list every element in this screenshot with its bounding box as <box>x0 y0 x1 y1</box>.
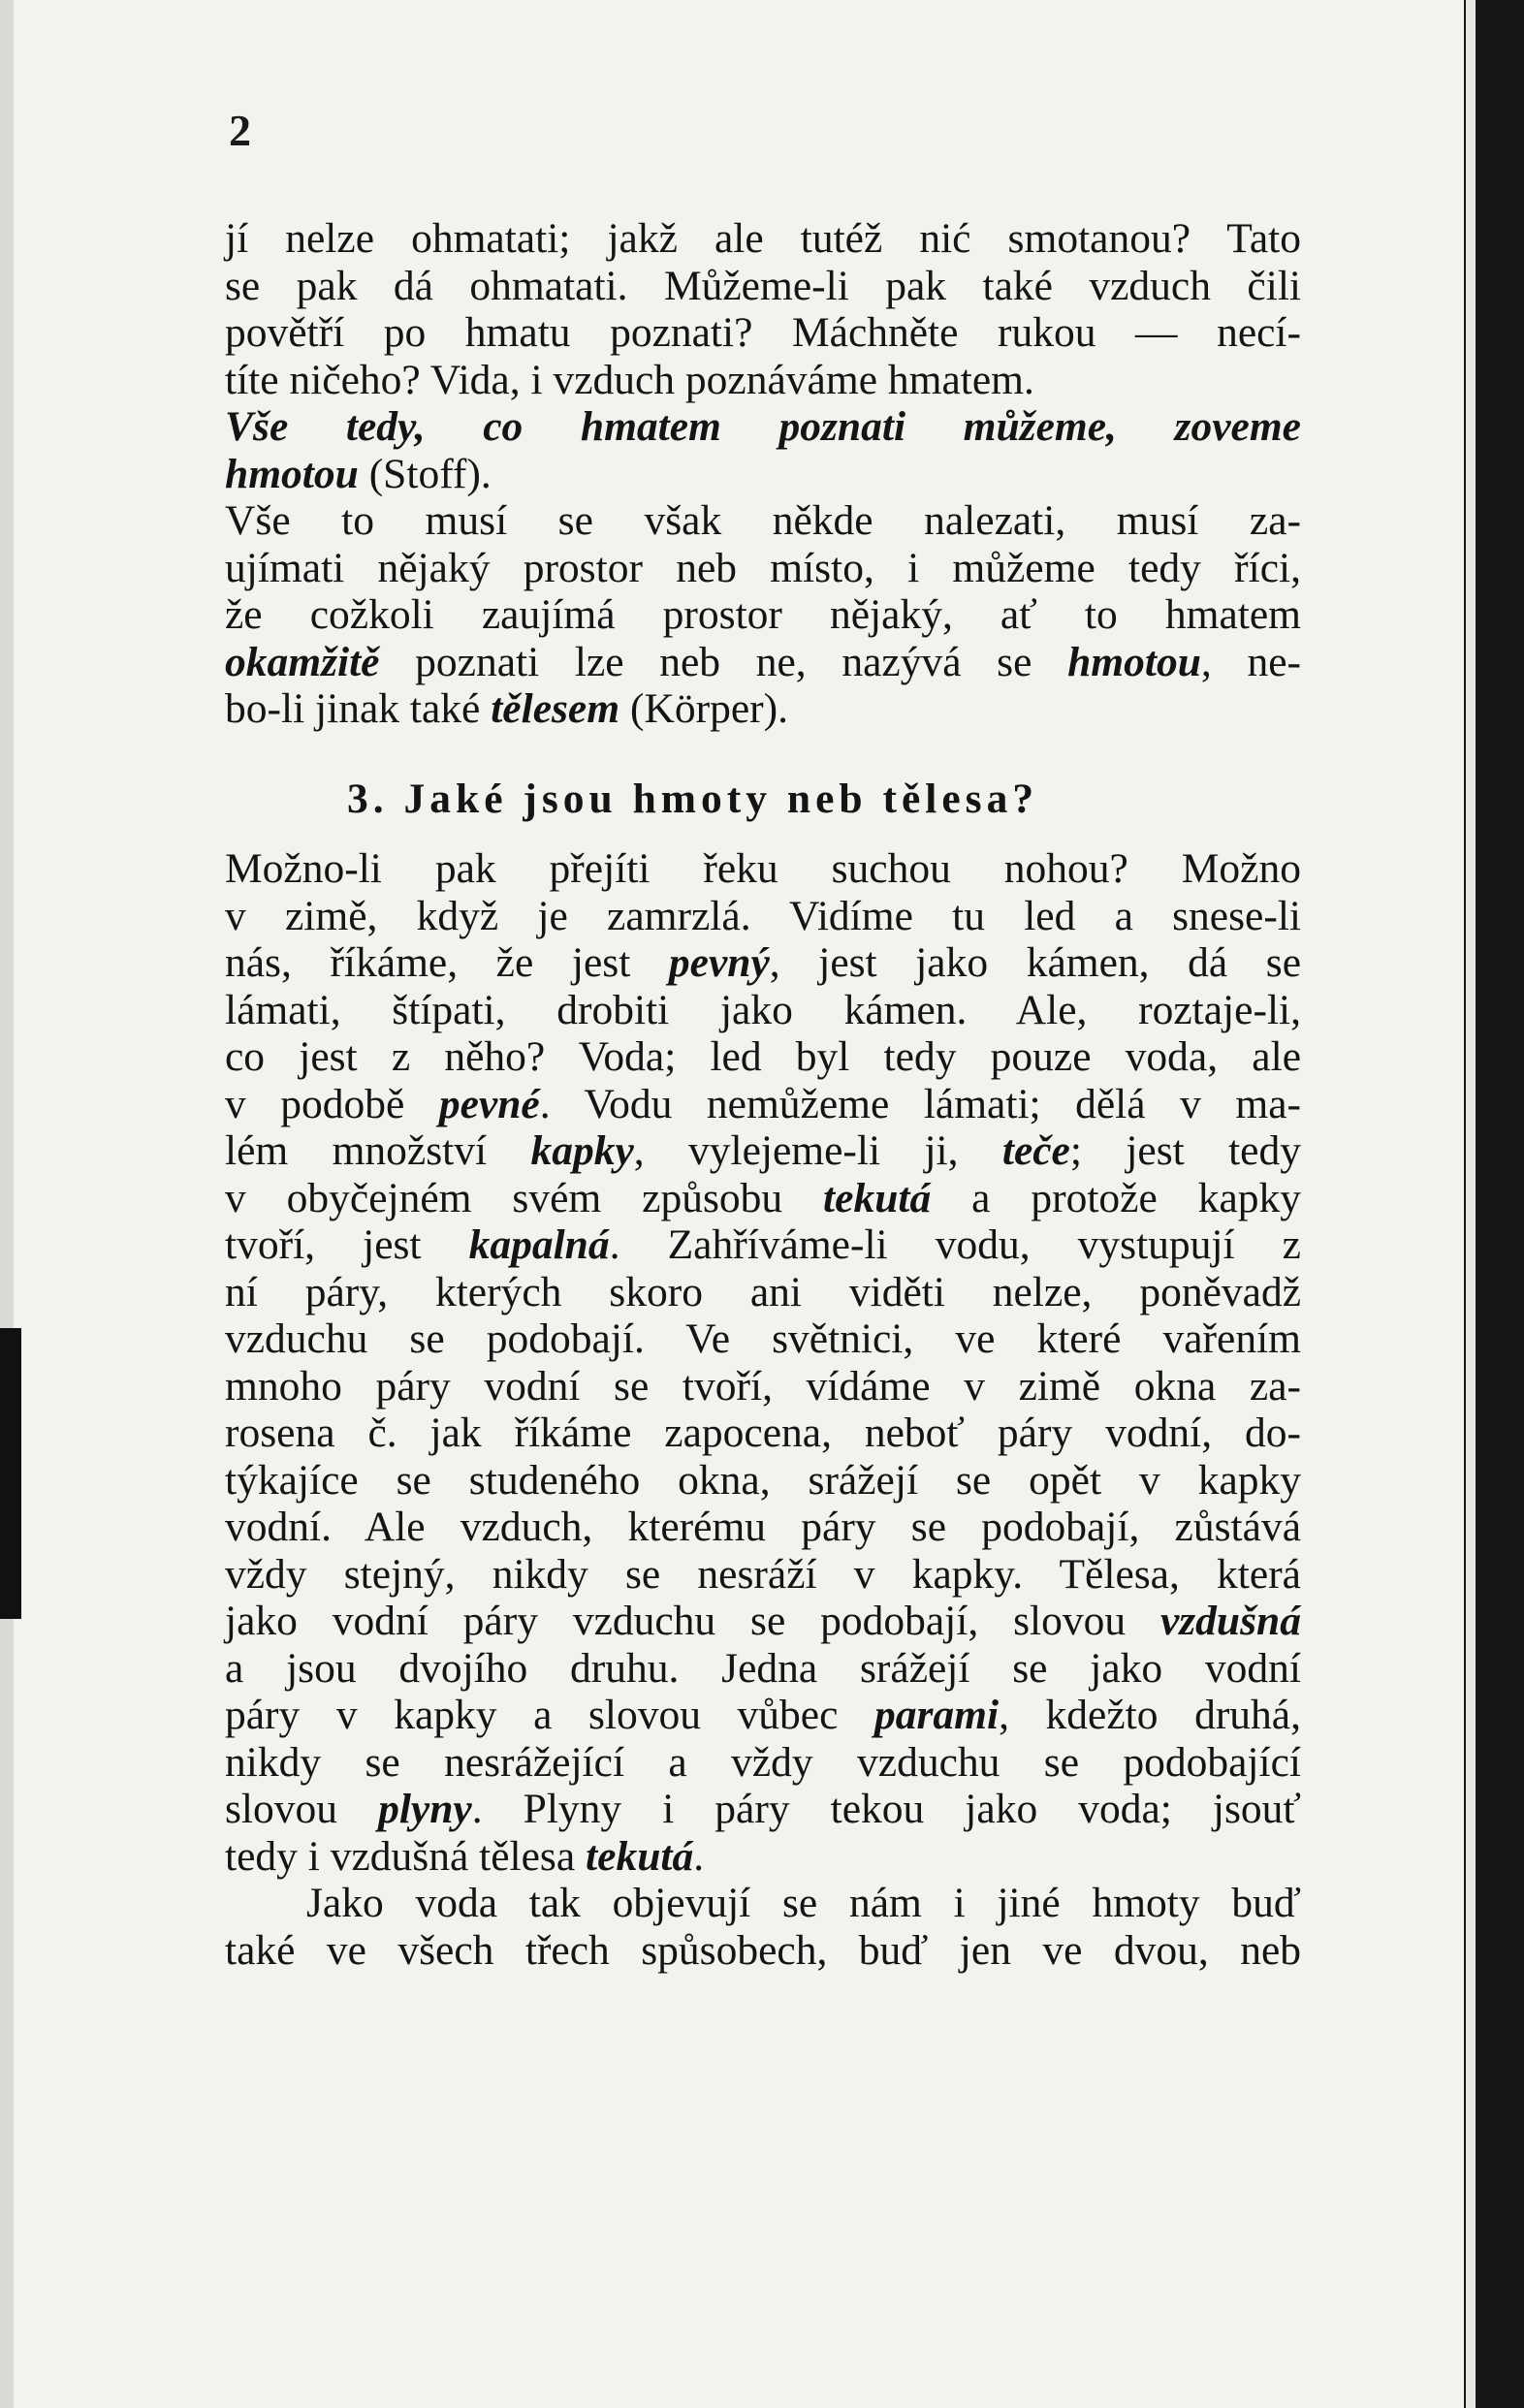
text-line: títe ničeho? Vida, i vzduch poznáváme hmatem. <box>225 356 1034 403</box>
text-span: v obyčejném svém způsobu <box>225 1174 824 1221</box>
text-line: nikdy se nesrážející a vždy vzduchu se podobající <box>225 1738 1301 1786</box>
term-parami: parami <box>873 1692 1000 1738</box>
text-span: v podobě <box>225 1080 439 1127</box>
text-line <box>225 1786 1301 1833</box>
text-line: Vše to musí se však někde nalezati, musí za- <box>225 497 1301 544</box>
text-span: poznati lze neb ne, nazývá se <box>379 638 1068 685</box>
text-line: co jest z něho? Voda; led byl tedy pouze voda, ale <box>225 1033 1301 1080</box>
page-edge-strip <box>1466 0 1476 2408</box>
text-span: , jest jako kámen, dá se <box>769 939 1302 986</box>
term-hmotou: hmotou <box>225 450 359 497</box>
text-line: lámati, štípati, drobiti jako kámen. Ale, roztaje-li, <box>225 986 1301 1033</box>
text-line: povětří po hmatu poznati? Máchněte rukou — necí- <box>225 309 1301 356</box>
text-line: Jako voda tak objevují se nám i jiné hmoty buď <box>306 1880 1301 1926</box>
term-plyny: plyny <box>378 1786 472 1832</box>
text-span: , vylejeme-li ji, <box>633 1127 1002 1174</box>
text-line <box>225 639 1301 686</box>
text-span: a protože kapky <box>931 1174 1301 1221</box>
adjacent-page-edge <box>1464 0 1524 2408</box>
term-pevny: pevný <box>668 939 770 986</box>
text-line: že cožkoli zaujímá prostor nějaký, ať to hmatem <box>225 591 1301 638</box>
term-okamzite: okamžitě <box>225 638 380 685</box>
text-span: . Vodu nemůžeme lámati; dělá v ma- <box>539 1080 1301 1127</box>
text-span: slovou <box>225 1786 379 1832</box>
text-line: Možno-li pak přejíti řeku suchou nohou? Možno <box>225 845 1301 892</box>
text-line: mnoho páry vodní se tvoří, vídáme v zimě okna za- <box>225 1362 1301 1410</box>
text-span: . Plyny i páry tekou jako voda; jsouť <box>471 1786 1302 1832</box>
page-number: 2 <box>229 106 251 155</box>
text-line: týkajíce se studeného okna, srážejí se opět v kapky <box>225 1456 1301 1504</box>
text-span: . <box>693 1832 705 1880</box>
text-line <box>225 1598 1301 1645</box>
text-line: a jsou dvojího druhu. Jedna srážejí se jako vodní <box>225 1644 1301 1692</box>
text-line: vodní. Ale vzduch, kterému páry se podobají, zůstává <box>225 1504 1301 1550</box>
term-pevne: pevné <box>438 1080 540 1127</box>
text-span: nás, říkáme, že jest <box>225 939 669 986</box>
definition-line <box>225 451 1301 498</box>
definition-text: Vše tedy, co hmatem poznati můžeme, zoveme <box>225 403 1301 450</box>
body-text <box>225 215 1301 1974</box>
text-span: tvoří, jest <box>225 1221 469 1268</box>
term-vzdusna: vzdušná <box>1159 1598 1301 1644</box>
text-line: rosena č. jak říkáme zapocena, neboť páry vodní, do- <box>225 1410 1301 1456</box>
text-line: také ve všech třech spůsobech, buď jen ve dvou, neb <box>225 1926 1301 1974</box>
term-kapalna: kapalná <box>468 1221 610 1268</box>
text-line <box>225 685 1301 733</box>
text-line <box>225 1127 1301 1175</box>
text-span: bo-li jinak také <box>225 685 492 732</box>
term-tece: teče <box>1001 1127 1070 1174</box>
term-telesem: tělesem <box>491 685 620 732</box>
text-line <box>225 1833 1301 1881</box>
text-line: ujímati nějaký prostor neb místo, i můžeme tedy říci, <box>225 544 1301 591</box>
text-span: , ne- <box>1200 638 1301 685</box>
page-gutter-shadow <box>0 0 14 2408</box>
text-line: ní páry, kterých skoro ani viděti nelze, poněvadž <box>225 1268 1301 1315</box>
text-span: páry v kapky a slovou vůbec <box>225 1692 874 1738</box>
section-heading: 3. Jaké jsou hmoty neb tělesa? <box>347 775 1039 822</box>
text-line <box>225 1175 1301 1222</box>
term-kapky: kapky <box>530 1127 634 1174</box>
binding-mark <box>0 1328 21 1619</box>
definition-line <box>225 403 1301 451</box>
text-line: jí nelze ohmatati; jakž ale tutéž nić smotanou? Tato <box>225 215 1301 262</box>
text-line: vzduchu se podobají. Ve světnici, ve které vařením <box>225 1315 1301 1362</box>
text-span: (Körper). <box>619 685 788 732</box>
text-span: jako vodní páry vzduchu se podobají, slovou <box>225 1598 1160 1644</box>
text-span: (Stoff). <box>358 450 492 497</box>
text-line: se pak dá ohmatati. Můžeme-li pak také vzduch čili <box>225 262 1301 309</box>
text-line <box>225 1221 1301 1269</box>
term-tekuta: tekutá <box>823 1174 932 1221</box>
text-line: v zimě, když je zamrzlá. Vidíme tu led a snese-li <box>225 892 1301 939</box>
text-span: . Zahříváme-li vodu, vystupují z <box>609 1221 1301 1268</box>
text-span: , kdežto druhá, <box>999 1692 1301 1738</box>
text-line: vždy stejný, nikdy se nesráží v kapky. Tělesa, která <box>225 1550 1301 1598</box>
text-span: ; jest tedy <box>1069 1127 1301 1174</box>
text-span: lém množství <box>225 1127 531 1174</box>
term-hmotou: hmotou <box>1067 638 1201 685</box>
text-line <box>225 939 1301 987</box>
text-line <box>225 1081 1301 1128</box>
text-span: tedy i vzdušná tělesa <box>225 1832 587 1880</box>
text-line <box>225 1692 1301 1739</box>
term-tekuta: tekutá <box>586 1832 694 1880</box>
